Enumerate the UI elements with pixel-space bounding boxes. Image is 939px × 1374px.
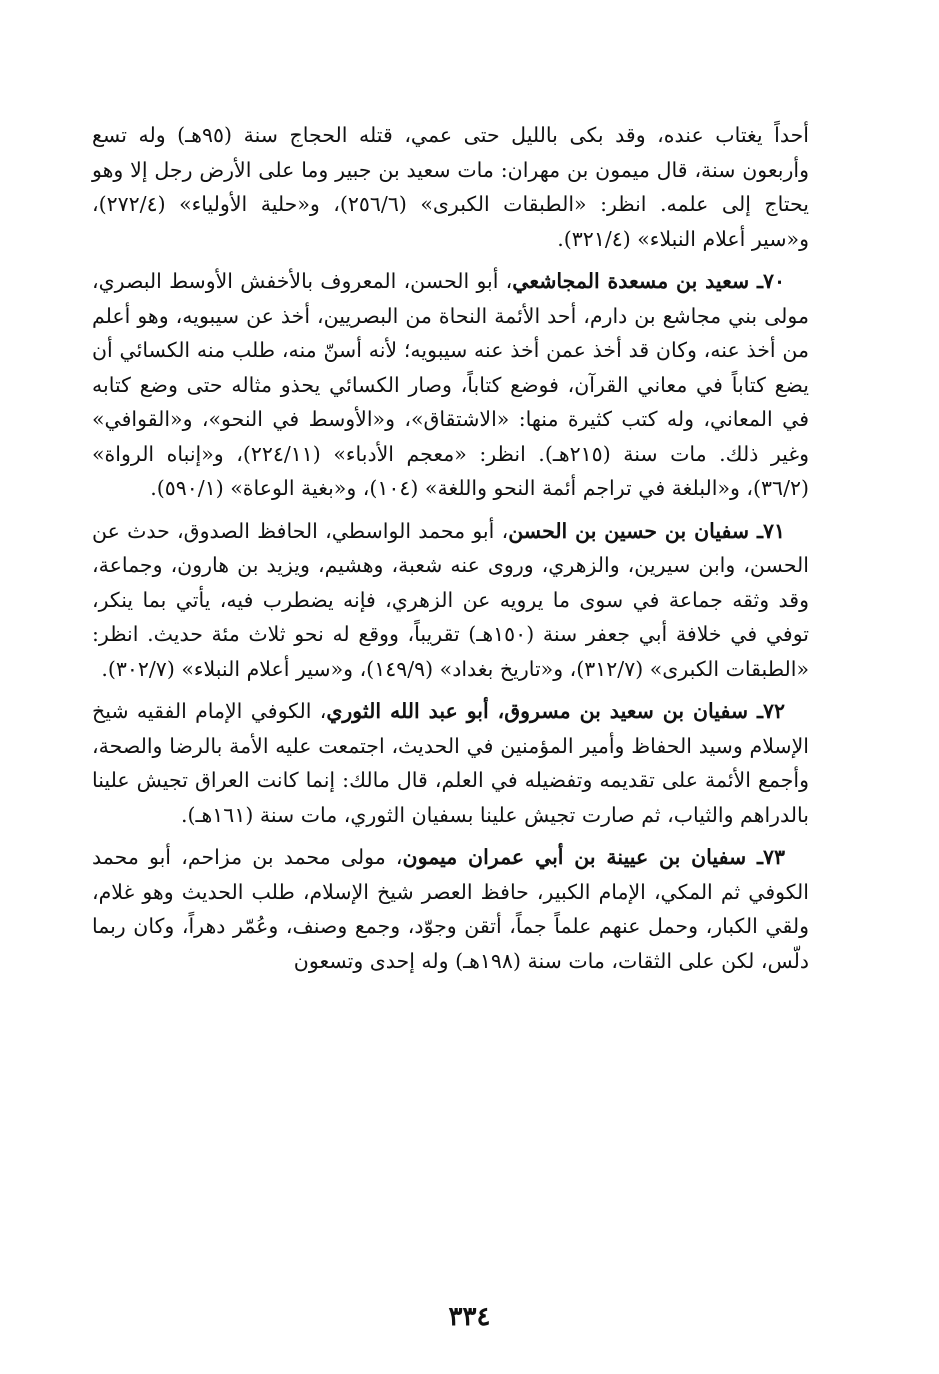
entry-heading: ٧٢ـ سفيان بن سعيد بن مسروق، أبو عبد الله الثوري (326, 699, 785, 723)
entry-73 (92, 840, 809, 978)
page-number: ٣٣٤ (448, 1302, 491, 1332)
entry-71 (92, 514, 809, 687)
entry-text: ، أبو الحسن، المعروف بالأخفش الأوسط البصري، مولى بني مجاشع بن دارم، أحد الأئمة النحاة من البصريين، أخذ عن سيبويه، وهو أعلم من أخذ عنه، وكان قد أخذ عمن أخذ عنه سيبويه؛ لأنه أسنّ منه، طلب منه الكسائي أن يضع كتاباً في معاني القرآن، فوضع كتاباً، وصار الكسائي يحذو مثاله حتى وضع كتابه في المعاني، وله كتب كثيرة منها: «الاشتقاق»، و«الأوسط في النحو»، و«القوافي» وغير ذلك. مات سنة (٢١٥هـ). انظر: «معجم الأدباء» (٢٢٤/١١)، و«إنباه الرواة» (٣٦/٢)، و«البلغة في تراجم أئمة النحو واللغة» (١٠٤)، و«بغية الوعاة» (٥٩٠/١). (92, 269, 809, 500)
entry-heading: ٧١ـ سفيان بن حسين بن الحسن (508, 518, 785, 543)
paragraph-continuation (92, 118, 809, 256)
entry-heading: ٧٠ـ سعيد بن مسعدة المجاشعي (512, 269, 785, 293)
page-body (92, 118, 809, 986)
entry-text: ، مولى محمد بن مزاحم، أبو محمد الكوفي ثم المكي، الإمام الكبير، حافظ العصر شيخ الإسلام، طلب الحديث وهو غلام، ولقي الكبار، وحمل عنهم علماً جماً، أتقن وجوّد، وجمع وصنف، وعُمّر دهراً، وكان ربما دلّس، لكن على الثقات، مات سنة (١٩٨هـ) وله إحدى وتسعون (92, 845, 809, 973)
entry-text: ، أبو محمد الواسطي، الحافظ الصدوق، حدث عن الحسن، وابن سيرين، والزهري، وروى عنه شعبة، وهشيم، ويزيد بن هارون، وجماعة، وقد وثقه جماعة في سوى ما يرويه عن الزهري، فإنه يضطرب فيه، يأتي بما ينكر، توفي في خلافة أبي جعفر سنة (١٥٠هـ) تقريباً، ووقع له نحو ثلاث مئة حديث. انظر: «الطبقات الكبرى» (٣١٢/٧)، و«تاريخ بغداد» (١٤٩/٩)، و«سير أعلام النبلاء» (٣٠٢/٧). (92, 518, 809, 681)
paragraph-text: أحداً يغتاب عنده، وقد بكى بالليل حتى عمي، قتله الحجاج سنة (٩٥هـ) وله تسع وأربعون سنة، قال ميمون بن مهران: مات سعيد بن جبير وما على الأرض رجل إلا وهو يحتاج إلى علمه. انظر: «الطبقات الكبرى» (٢٥٦/٦)، و«حلية الأولياء» (٢٧٢/٤)، و«سير أعلام النبلاء» (٣٢١/٤). (92, 123, 809, 251)
entry-70 (92, 264, 809, 506)
entry-text: ، الكوفي الإمام الفقيه شيخ الإسلام وسيد الحفاظ وأمير المؤمنين في الحديث، اجتمعت عليه الأمة بالرضا والصحة، وأجمع الأئمة على تقديمه وتفضيله في العلم، قال مالك: إنما كانت العراق تجيش علينا بالدراهم والثياب، ثم صارت تجيش علينا بسفيان الثوري، مات سنة (١٦١هـ). (92, 699, 809, 827)
entry-heading: ٧٣ـ سفيان بن عيينة بن أبي عمران ميمون (402, 845, 785, 869)
entry-72 (92, 694, 809, 832)
